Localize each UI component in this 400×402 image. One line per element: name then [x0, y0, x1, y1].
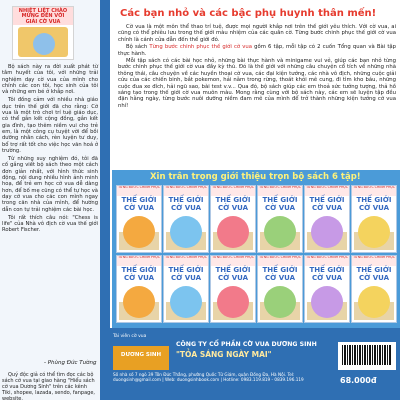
author-paragraph: Từ những suy nghiệm đó, tôi đã cố gắng viết bộ sách theo một cách đơn giản nhất, với hình thức sinh động, nội dung nhiều hình ảnh minh hoạ, để trẻ em học cờ vua dễ dàng hơn, để bố mẹ cũng có thể tự học và dạy cờ vua cho các con mình ngay trong căn nhà của mình, để hướng dẫn con tự trải nghiệm các bài học. [2, 156, 98, 213]
series-prefix: Bộ sách [126, 44, 150, 51]
showcase-title: Xin trân trọng giới thiệu trọn bộ sách 6 tập! [150, 172, 361, 182]
book-title: THẾ GIỚI CỜ VUA [121, 266, 157, 282]
author-signature: - Phùng Đức Tường [44, 360, 97, 366]
barcode [338, 342, 396, 370]
book-series-label: TỪNG BƯỚC CHINH PHỤC [352, 186, 396, 196]
book-cover-9 [210, 255, 256, 323]
publisher-label: Tái viên cờ vua [113, 334, 147, 339]
book-title: THẾ GIỚI CỜ VUA [168, 196, 204, 212]
book-series-label: TỪNG BƯỚC CHINH PHỤC [117, 186, 161, 196]
book-character-art [170, 286, 202, 318]
publisher-logo-text: DƯƠNG SINH [120, 352, 162, 358]
book-series-label: TỪNG BƯỚC CHINH PHỤC [117, 256, 161, 266]
book-character-art [311, 286, 343, 318]
publisher-address: Số nhà số 7 ngõ 39 Tôn Đức Thắng, phường Quốc Tử Giám, quận Đống Đa, Hà Nội. Tel: duongsinh@gmail.com | Web: duongsinhbook.com | Hotline: 0983.119.819 - 0839.196.119 [113, 372, 304, 383]
book-cover-10 [257, 255, 303, 323]
book-character-art [264, 286, 296, 318]
book-character-art [311, 216, 343, 248]
publisher-logo [113, 346, 169, 370]
book-character-art [217, 286, 249, 318]
book-title: THẾ GIỚI CỜ VUA [121, 196, 157, 212]
book-series-label: TỪNG BƯỚC CHINH PHỤC [164, 256, 208, 266]
book-cover-12 [351, 255, 397, 323]
book-title: THẾ GIỚI CỜ VUA [356, 196, 392, 212]
book-character-art [358, 216, 390, 248]
author-paragraph: Bộ sách này ra đời xuất phát từ tâm huyết của tôi, với những trải nghiệm dạy cờ vua của mình cho chính các con tôi, học sinh của tôi và những em bé ở khắp nơi. [2, 64, 98, 96]
series-suffix: gồm 6 tập, mỗi tập có 2 cuốn Tổng quan và Bài tập thực hành. [118, 44, 397, 57]
book-series-label: TỪNG BƯỚC CHINH PHỤC [305, 186, 349, 196]
book-character-art [123, 286, 155, 318]
book-character-art [358, 286, 390, 318]
book-series-label: TỪNG BƯỚC CHINH PHỤC [305, 256, 349, 266]
book-cover-8 [163, 255, 209, 323]
book-character-art [217, 216, 249, 248]
book-cover-1 [116, 185, 162, 253]
photo-child [33, 33, 55, 55]
book-character-art [264, 216, 296, 248]
book-title: THẾ GIỚI CỜ VUA [168, 266, 204, 282]
barcode-bars [342, 345, 392, 365]
book-cover-6 [351, 185, 397, 253]
book-title: THẾ GIỚI CỜ VUA [215, 266, 251, 282]
book-cover-11 [304, 255, 350, 323]
book-title: THẾ GIỚI CỜ VUA [309, 196, 345, 212]
book-cover-5 [304, 185, 350, 253]
series-title: Từng bước chinh phục thế giới cờ vua [149, 44, 253, 51]
where-to-buy-note: Quý độc giả có thể tìm đọc các bộ sách cờ vua tại giao hàng "Hiểu sách cờ vua Dương Sinh" trên các kênh Tiki, shopee, lazada, sendo, fanpage, website. [2, 372, 95, 402]
book-series-label: TỪNG BƯỚC CHINH PHỤC [211, 256, 255, 266]
book-title: THẾ GIỚI CỜ VUA [215, 196, 251, 212]
intro-paragraph: Mỗi tập sách có các bài học nhỏ, những bài thực hành và minigame vui vẻ, giúp các bạn nhỏ từng bước chinh phục thế giới cờ vua đầy kỳ thú. Đó là thế giới với những câu chuyện cổ tích về những nhà thông thái, câu chuyện về các huyền thoại cờ vua, các đại kiện tướng, các nhà vô địch, những cuộc giải cứu của các chiến binh, bắt pokemon, hải nằm trong rừng, thoát khỏi mê cung, đi tìm kho báu, những cuộc đua xe đích, hải ngũ sao, bài test v.v... Qua đó, bộ sách giúp các em thoả sức tưởng tượng, thả hồ sáng tạo trong thế giới cờ vua muôn màu. Mong rằng cùng với bộ sách này, các em sẽ luyện tập đều đặn hằng ngày, từng bước nuôi dưỡng niềm đam mê của mình để trở thành những kiện tướng cờ vua nhí! [118, 58, 396, 109]
book-title: THẾ GIỚI CỜ VUA [309, 266, 345, 282]
book-cover-7 [116, 255, 162, 323]
price: 68.000đ [340, 376, 377, 385]
book-cover-3 [210, 185, 256, 253]
event-banner-text: NHIỆT LIỆT CHÀO MỪNG ĐẾN VỚI GIẢI CỜ VUA [18, 8, 68, 25]
left-column [0, 0, 100, 400]
book-character-art [170, 216, 202, 248]
book-series-label: TỪNG BƯỚC CHINH PHỤC [211, 186, 255, 196]
event-photo [12, 6, 74, 60]
book-title: THẾ GIỚI CỜ VUA [356, 266, 392, 282]
intro-paragraph: Cờ vua là một môn thể thao trí tuệ, được mọi người khắp nơi trên thế giới yêu thích. Với cờ vua, ai cũng có thể phiêu lưu trong thế giới màu nhiệm của các quân cờ. Từng bước chinh phục thế giới cờ vua chính là cánh cửa dẫn đến thế giới đó. [118, 24, 396, 43]
author-note [0, 64, 100, 236]
book-series-label: TỪNG BƯỚC CHINH PHỤC [164, 186, 208, 196]
book-character-art [123, 216, 155, 248]
book-series-label: TỪNG BƯỚC CHINH PHỤC [258, 186, 302, 196]
intro-paragraph-series [118, 44, 396, 57]
author-paragraph: Tôi rất thích câu nói: "Chess is life" của Nhà vô địch cờ vua thế giới Robert Fischer. [2, 214, 98, 234]
book-title: THẾ GIỚI CỜ VUA [262, 266, 298, 282]
publisher-slogan: "TỎA SÁNG NGÀY MAI" [176, 350, 272, 359]
publisher-company: CÔNG TY CỔ PHẦN CỜ VUA DƯƠNG SINH [176, 341, 317, 348]
book-series-label: TỪNG BƯỚC CHINH PHỤC [352, 256, 396, 266]
book-title: THẾ GIỚI CỜ VUA [262, 196, 298, 212]
headline: Các bạn nhỏ và các bậc phụ huynh thân mến! [120, 8, 377, 19]
book-cover-2 [163, 185, 209, 253]
book-cover-4 [257, 185, 303, 253]
intro-text [118, 24, 396, 110]
author-paragraph: Tôi đồng cảm với nhiều nhà giáo dục trên thế giới đã cho rằng: Cờ vua là một trò chơi trí tuệ giáo dục, có thể gắn kết cộng đồng, gắn kết gia đình, tạo thêm niềm vui cho trẻ em, là một công cụ tuyệt vời để bồi dưỡng nhân cách, rèn luyện tư duy, bổ trợ rất tốt cho việc học văn hoá ở trường. [2, 97, 98, 154]
book-series-label: TỪNG BƯỚC CHINH PHỤC [258, 256, 302, 266]
